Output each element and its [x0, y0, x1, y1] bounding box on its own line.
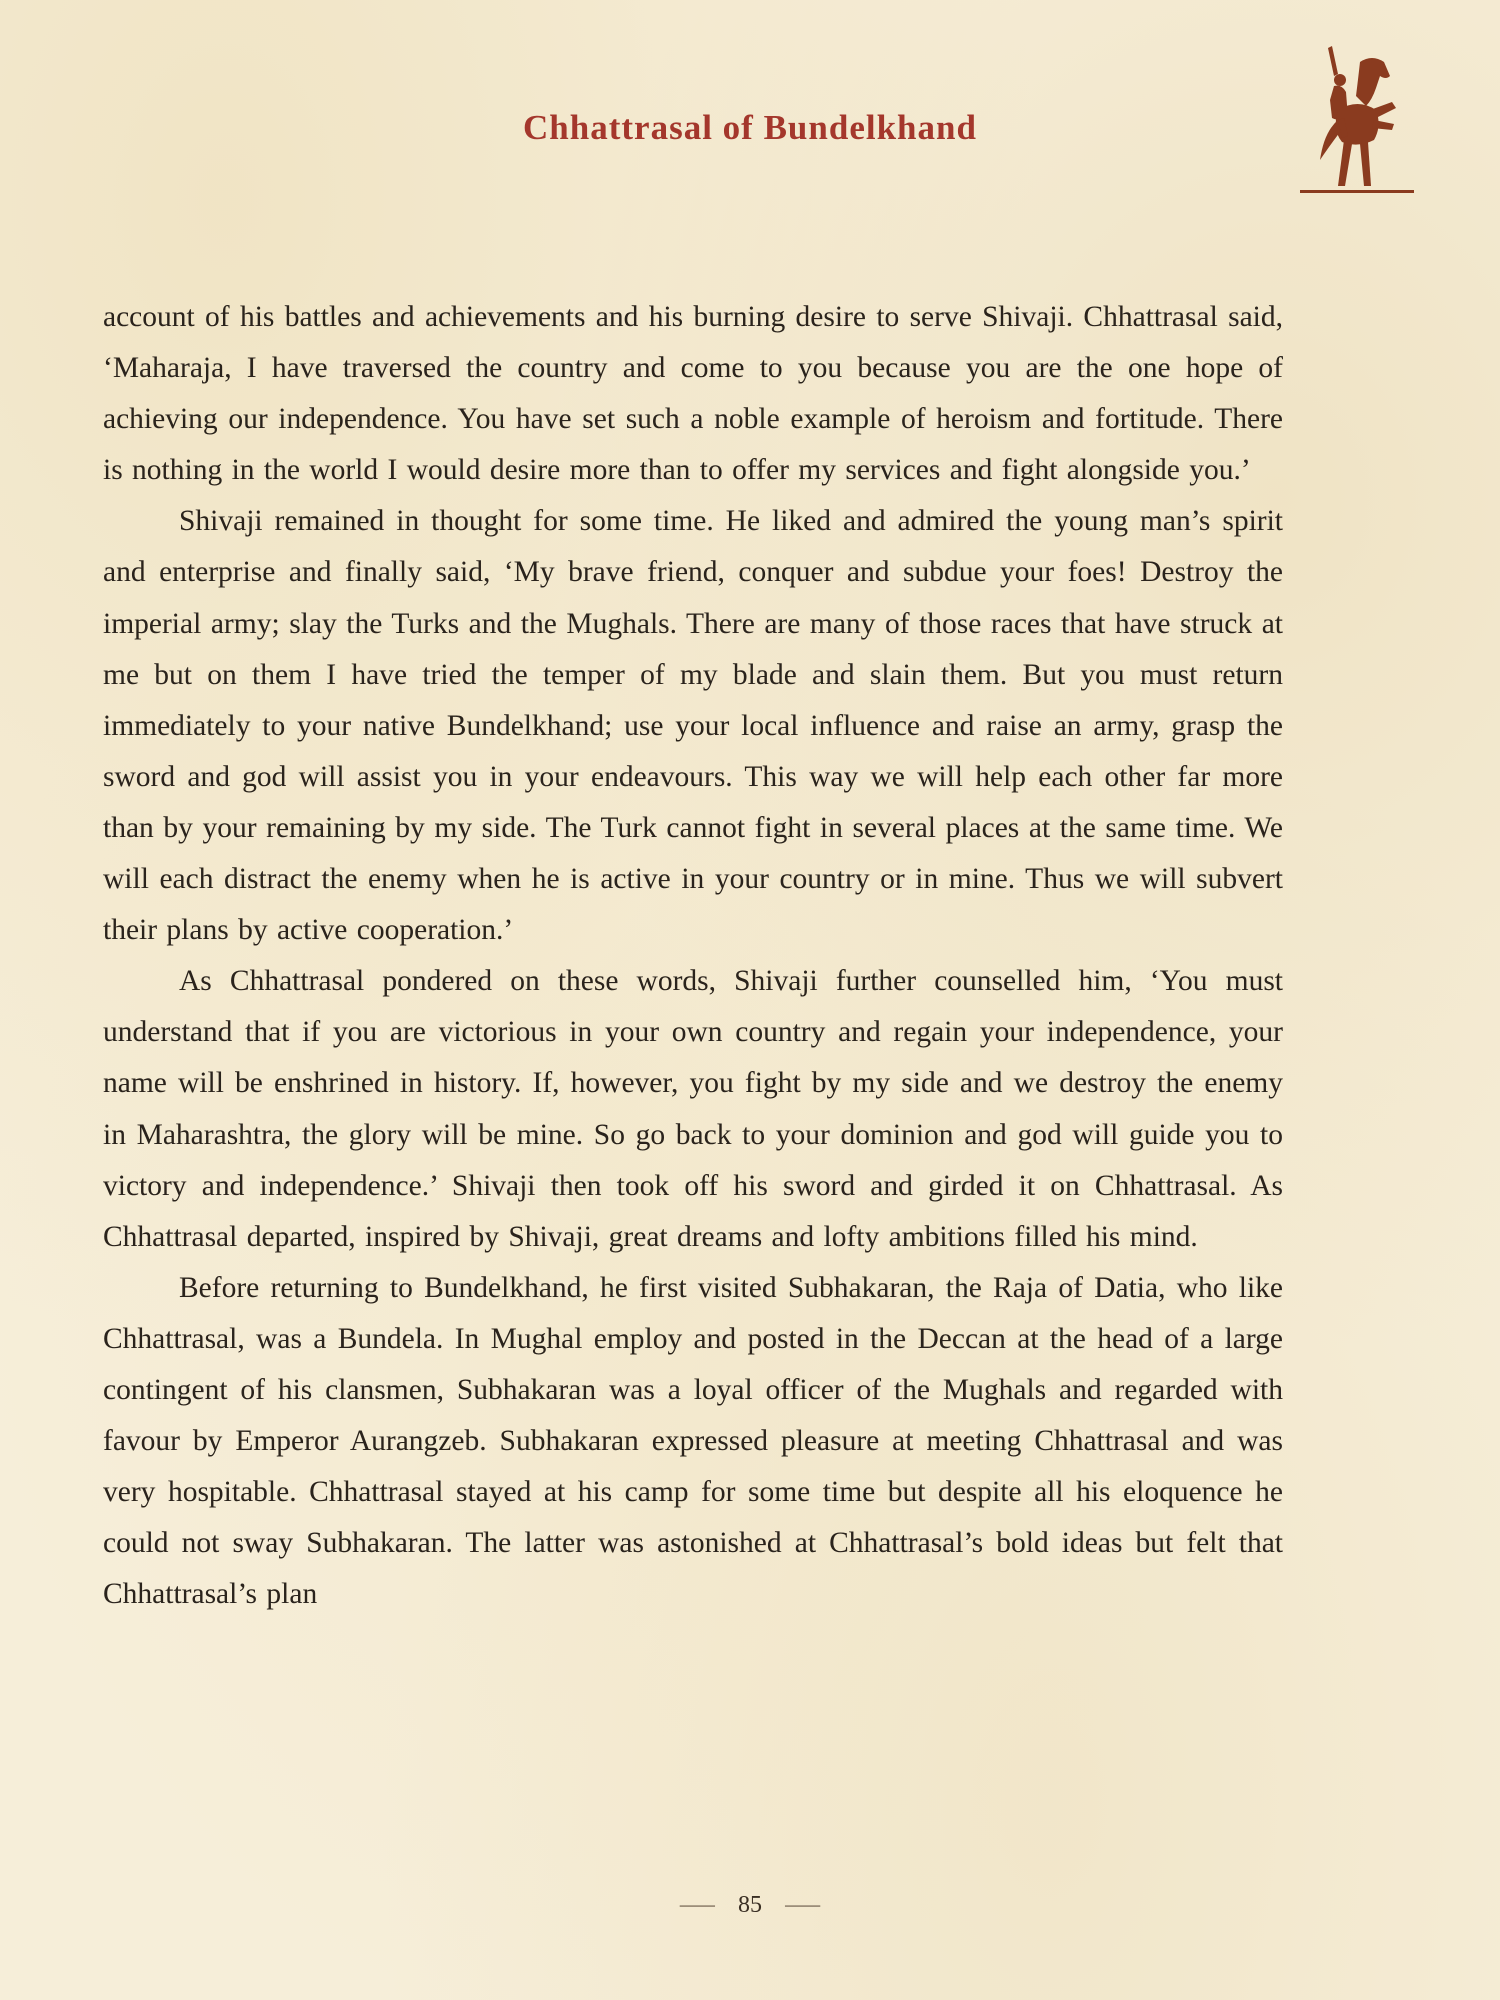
right-flourish-icon: ⸺ [784, 1892, 822, 1917]
paragraph: Before returning to Bundelkhand, he first visited Subhakaran, the Raja of Datia, who like Chhattrasal, was a Bundela. In Mughal employ and posted in the Deccan at the head of a large contingent of his clansmen, Subhakaran was a loyal officer of the Mughals and regarded with favour by Emperor Aurangzeb. Subhakaran expressed pleasure at meeting Chhattrasal and was very hospitable. Chhattrasal stayed at his camp for some time but despite all his eloquence he could not sway Subhakaran. The latter was astonished at Chhattrasal’s bold ideas but felt that Chhattrasal’s plan [103, 1271, 1283, 1611]
running-head: Chhattrasal of Bundelkhand [523, 108, 977, 147]
paragraph: Shivaji remained in thought for some time. He liked and admired the young man’s spirit and enterprise and finally said, ‘My brave friend, conquer and subdue your foes! Destroy the imperial army; slay the Turks and the Mughals. There are many of those races that have struck at me but on them I have tried the temper of my blade and slain them. But you must return immediately to your native Bundelkhand; use your local influence and raise an army, grasp the sword and god will assist you in your endeavours. This way we will help each other far more than by your remaining by my side. The Turk cannot fight in several places at the same time. We will each distract the enemy when he is active in your country or in mine. Thus we will subvert their plans by active cooperation.’ [103, 505, 1283, 947]
left-flourish-icon: ⸺ [678, 1892, 716, 1917]
paragraph: As Chhattrasal pondered on these words, Shivaji further counselled him, ‘You must understand that if you are victorious in your own country and regain your independence, your name will be enshrined in history. If, however, you fight by my side and we destroy the enemy in Maharashtra, the glory will be mine. So go back to your dominion and god will guide you to victory and independence.’ Shivaji then took off his sword and girded it on Chhattrasal. As Chhattrasal departed, inspired by Shivaji, great dreams and lofty ambitions filled his mind. [103, 965, 1283, 1253]
page-number: 85 [738, 1892, 762, 1918]
horse-rider-icon [1298, 40, 1416, 200]
paragraph: account of his battles and achievements and his burning desire to serve Shivaji. Chhattrasal said, ‘Maharaja, I have traversed the country and come to you because you are the one hope of achieving our independence. You have set such a noble example of heroism and fortitude. There is nothing in the world I would desire more than to offer my services and fight alongside you.’ [103, 301, 1283, 487]
page-footer [0, 1888, 1500, 1919]
body-text [103, 292, 1283, 1620]
